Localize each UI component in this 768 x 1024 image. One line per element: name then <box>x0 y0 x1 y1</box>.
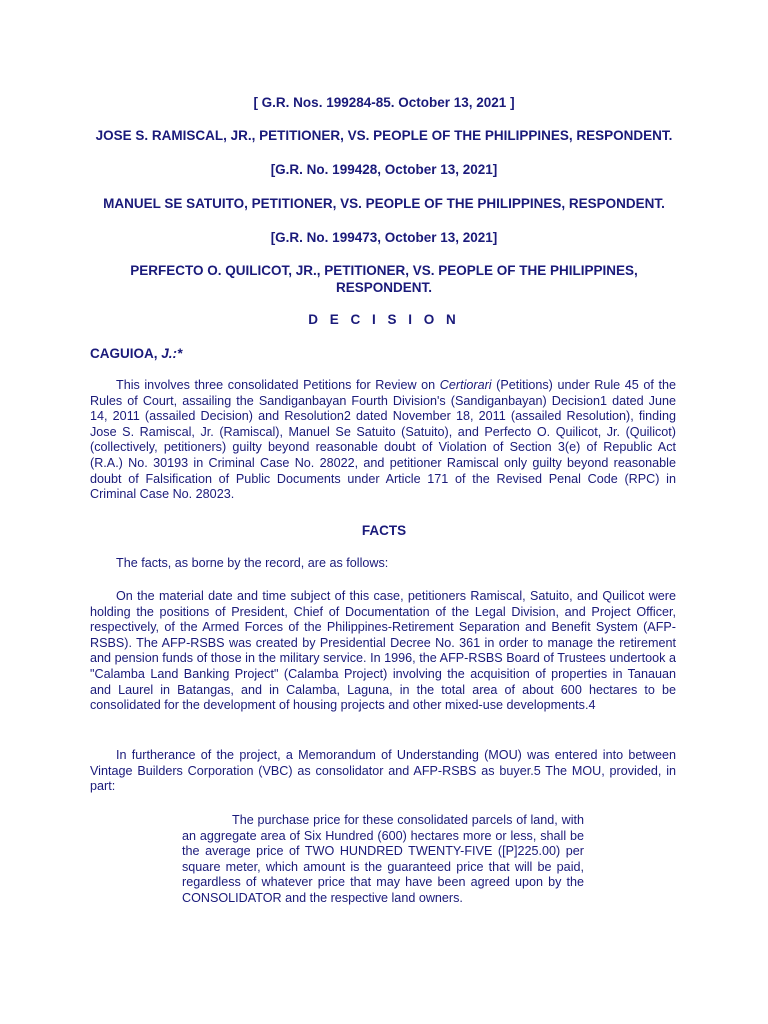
paragraph-intro-after: (Petitions) under Rule 45 of the Rules of Court, assailing the Sandiganbayan Fourth Division's (Sandiganbayan) Decision1 dated June 14, 2011 (assailed Decision) and Resolution2 dated November 18, 2011 (assailed Resolution), finding Jose S. Ramiscal, Jr. (Ramiscal), Manuel Se Satuito (Satuito), and Perfecto O. Quilicot, Jr. (Quilicot) (collectively, petitioners) guilty beyond reasonable doubt of Violation of Section 3(e) of Republic Act (R.A.) No. 30193 in Criminal Case No. 28022, and petitioner Ramiscal only guilty beyond reasonable doubt of Falsification of Public Documents under Article 171 of the Revised Penal Code (RPC) in Criminal Case No. 28023. <box>90 378 676 502</box>
case-number-1: [ G.R. Nos. 199284-85. October 13, 2021 ] <box>253 95 515 110</box>
facts-heading: FACTS <box>361 523 407 538</box>
ponente-name: CAGUIOA, <box>90 346 162 361</box>
paragraph-facts-main: On the material date and time subject of this case, petitioners Ramiscal, Satuito, and Quilicot were holding the positions of President, Chief of Documentation of the Legal Division, and Project Officer, respectively, of the Armed Forces of the Philippines-Retirement Separation and Benefit System (AFP-RSBS). The AFP-RSBS was created by Presidential Decree No. 361 in order to manage the retirement and pension funds of those in the military service. In 1996, the AFP-RSBS Board of Trustees undertook a "Calamba Land Banking Project" (Calamba Project) involving the acquisition of properties in Tanauan and Laurel in Batangas, and in Calamba, Laguna, in the total area of about 600 hectares to be consolidated for the development of housing projects and other mixed-use developments.4 <box>90 589 676 713</box>
paragraph-mou: In furtherance of the project, a Memorandum of Understanding (MOU) was entered into between Vintage Builders Corporation (VBC) as consolidator and AFP-RSBS as buyer.5 The MOU, provided, in part: <box>90 748 676 794</box>
ponente-title: J.:* <box>161 346 183 361</box>
ponente <box>90 346 182 361</box>
case-number-3: [G.R. No. 199473, October 13, 2021] <box>270 230 498 245</box>
block-quote: The purchase price for these consolidated parcels of land, with an aggregate area of Six Hundred (600) hectares more or less, shall be the average price of TWO HUNDRED TWENTY-FIVE ([P]225.00) per square meter, which amount is the guaranteed price that will be paid, regardless of whatever price that may have been agreed upon by the CONSOLIDATOR and the respective land owners. <box>182 813 584 905</box>
decision-title: D E C I S I O N <box>308 312 460 327</box>
paragraph-facts-intro: The facts, as borne by the record, are as follows: <box>116 556 389 570</box>
certiorari-term: Certiorari <box>439 378 492 392</box>
paragraph-intro <box>90 378 676 503</box>
case-parties-3: PERFECTO O. QUILICOT, JR., PETITIONER, VS. PEOPLE OF THE PHILIPPINES, RESPONDENT. <box>130 263 638 295</box>
case-parties-2: MANUEL SE SATUITO, PETITIONER, VS. PEOPLE OF THE PHILIPPINES, RESPONDENT. <box>103 196 665 211</box>
paragraph-intro-before: This involves three consolidated Petitions for Review on <box>116 378 440 392</box>
case-number-2: [G.R. No. 199428, October 13, 2021] <box>270 162 498 177</box>
case-parties-1: JOSE S. RAMISCAL, JR., PETITIONER, VS. PEOPLE OF THE PHILIPPINES, RESPONDENT. <box>95 128 673 143</box>
